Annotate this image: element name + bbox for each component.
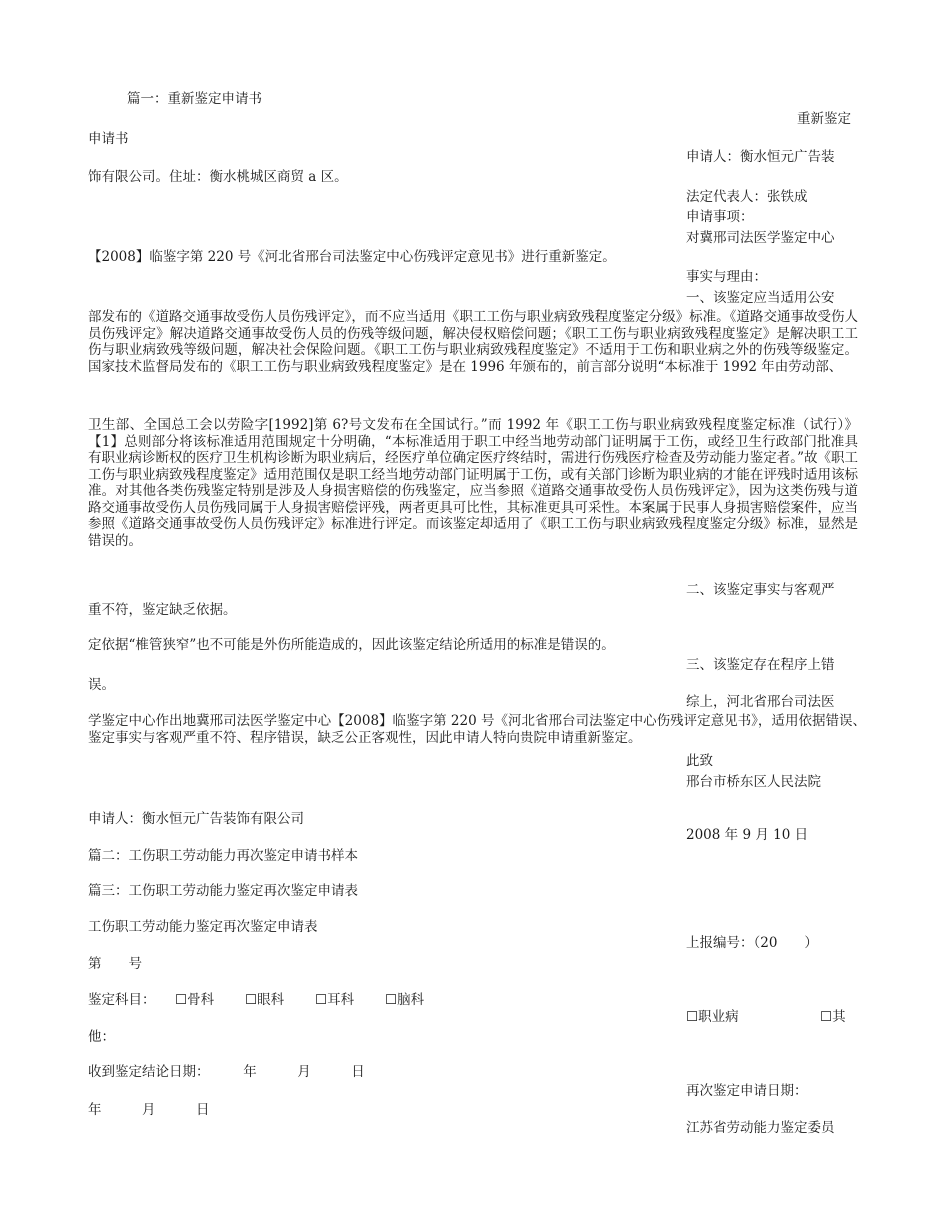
heading-part-a: 重新鉴定 (797, 111, 851, 127)
heading-part-b: 申请书 (88, 131, 129, 147)
reason-1-paragraph-b: 部发布的《道路交通事故受伤人员伤残评定》，而不应当适用《职工工伤与职业病致残程度鉴定分级》标准。《道路交通事故受伤人员伤残评定》解决道路交通事故受伤人员的伤残等级问题，解决侵权赔偿问题；《职工工伤与职业病致残程度鉴定》是解决职工工伤与职业病致残等级问题，解决社会保险问题。《职工工伤与职业病致残程度鉴定》不适用于工伤和职业病之外的伤残等级鉴定。国家技术监督局发布的《职工工伤与职业病致残程度鉴定》是在 1996 年颁布的，前言部分说明“本标准于 1992 年由劳动部、 (88, 309, 858, 375)
reapply-date-line: 年 月 日 (88, 1102, 210, 1118)
facts-label: 事实与理由： (686, 269, 767, 285)
subject-checkbox-ent[interactable]: ☐耳科 (315, 992, 355, 1008)
reason-3-line-a: 三、该鉴定存在程序上错 (686, 657, 835, 673)
committee-name: 江苏省劳动能力鉴定委员 (686, 1120, 835, 1136)
form-title: 工伤职工劳动能力鉴定再次鉴定申请表 (88, 919, 318, 935)
signed-date: 2008 年 9 月 10 日 (686, 827, 809, 843)
section-title-1: 篇一：重新鉴定申请书 (127, 91, 262, 107)
receive-date-line: 收到鉴定结论日期： 年 月 日 (88, 1064, 365, 1080)
other-continuation: 他： (88, 1029, 115, 1045)
report-number: 上报编号：（20 ） (686, 935, 818, 951)
subject-checkbox-orthopedics[interactable]: ☐骨科 (175, 992, 215, 1008)
applicant-line-a: 申请人：衡水恒元广告装 (686, 149, 835, 165)
signer: 申请人：衡水恒元广告装饰有限公司 (88, 811, 304, 827)
reason-1-paragraph-c: 卫生部、全国总工会以劳险字[1992]第 6?号文发布在全国试行。”而 1992 年《职工工伤与职业病致残程度鉴定标准（试行）》【1】总则部分将该标准适用范围规定十分明确，“本标准适用于职工中经当地劳动部门证明属于工伤，或经卫生行政部门批准具有职业病诊断权的医疗卫生机构诊断为职业病后，经医疗单位确定医疗终结时，需进行伤残医疗检查及劳动能力鉴定者。”故《职工工伤与职业病致残程度鉴定》适用范围仅是职工经当地劳动部门证明属于工伤，或有关部门诊断为职业病的才能在评残时适用该标准。对其他各类伤残鉴定特别是涉及人身损害赔偿的伤残鉴定，应当参照《道路交通事故受伤人员伤残评定》，因为这类伤残与道路交通事故受伤人员伤残同属于人身损害赔偿评残，两者更具可比性，其标准更具可采性。本案属于民事人身损害赔偿案件，应当参照《道路交通事故受伤人员伤残评定》标准进行评定。而该鉴定却适用了《职工工伤与职业病致残程度鉴定分级》标准，显然是错误的。 (88, 417, 858, 549)
subject-label: 鉴定科目： (88, 992, 156, 1008)
subject-checkbox-occupational-disease[interactable]: ☐职业病 (686, 1009, 739, 1025)
matter-label: 申请事项： (686, 209, 754, 225)
reason-2-line-c: 定依据“椎管狭窄”也不可能是外伤所能造成的，因此该鉴定结论所适用的标准是错误的。 (88, 637, 615, 653)
summary-paragraph-b: 学鉴定中心作出地冀邢司法医学鉴定中心【2008】临鉴字第 220 号《河北省邢台司法鉴定中心伤残评定意见书》，适用依据错误、鉴定事实与客观严重不符、程序错误，缺乏公正客观性，因此申请人特向贵院申请重新鉴定。 (88, 713, 866, 746)
subject-checkbox-ophthalmology[interactable]: ☐眼科 (245, 992, 285, 1008)
matter-line-b: 【2008】临鉴字第 220 号《河北省邢台司法鉴定中心伤残评定意见书》进行重新鉴定。 (88, 249, 616, 265)
reapply-date-label: 再次鉴定申请日期： (686, 1083, 808, 1099)
reason-2-line-b: 重不符，鉴定缺乏依据。 (88, 602, 237, 618)
section-title-3: 篇三：工伤职工劳动能力鉴定再次鉴定申请表 (88, 883, 358, 899)
section-title-2: 篇二：工伤职工劳动能力再次鉴定申请书样本 (88, 848, 358, 864)
reason-1-line-a: 一、该鉴定应当适用公安 (686, 290, 835, 306)
summary-line-a: 综上，河北省邢台司法医 (686, 694, 835, 710)
applicant-line-b: 饰有限公司。住址：衡水桃城区商贸 a 区。 (88, 169, 348, 185)
reason-3-line-b: 误。 (88, 677, 115, 693)
subject-checkbox-other[interactable]: ☐其 (820, 1009, 846, 1025)
subject-checkbox-neurology[interactable]: ☐脑科 (385, 992, 425, 1008)
legal-representative: 法定代表人：张铁成 (686, 189, 808, 205)
matter-line-a: 对冀邢司法医学鉴定中心 (686, 230, 835, 246)
court-name: 邢台市桥东区人民法院 (686, 774, 821, 790)
number-line: 第 号 (88, 956, 142, 972)
reason-2-line-a: 二、该鉴定事实与客观严 (686, 582, 835, 598)
salutation: 此致 (686, 753, 713, 769)
